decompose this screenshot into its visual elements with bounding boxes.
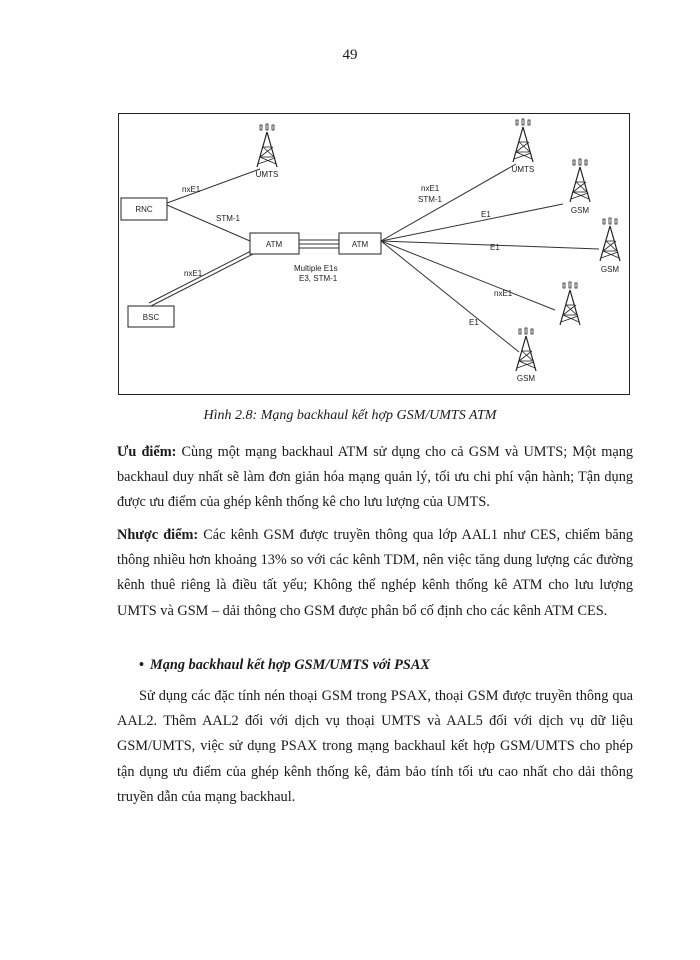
advantages-text: Cùng một mạng backhaul ATM sử dụng cho cả GSM và UMTS; Một mạng backhaul duy nhất sẽ làm đơn giản hóa mạng quản lý, tối ưu chi phí vận hành; Tận dụng được ưu điểm của ghép kênh thống kê cho lưu lượng của UMTS. [117, 444, 633, 511]
link-rnc-atm [167, 205, 250, 241]
link-label-atm-umts-2: STM-1 [418, 195, 442, 204]
network-diagram-figure [118, 113, 630, 395]
bsc-label: BSC [142, 313, 160, 322]
bullet-dot-icon: • [139, 657, 145, 673]
umts-right-tower-icon [513, 119, 533, 162]
link-label-atm-gsm-3: nxE1 [494, 289, 513, 298]
rnc-label: RNC [135, 205, 153, 214]
gsm-1-label: GSM [570, 206, 590, 215]
disadvantages-label: Nhược điểm: [117, 527, 199, 543]
disadvantages-text: Các kênh GSM được truyền thông qua lớp AAL1 như CES, chiếm băng thông nhiều hơn khoảng 13% so với các kênh TDM, nên việc tăng dung lượng các đường kênh thuê riêng là điều tất yếu; Không thể nghép kênh thống kê ATM cho lưu lượng UMTS và GSM – dải thông cho GSM được phân bổ cố định cho các kênh ATM CES. [117, 527, 633, 619]
umts-left-label: UMTS [255, 170, 279, 179]
figure-caption: Hình 2.8: Mạng backhaul kết hợp GSM/UMTS ATM [203, 408, 497, 423]
link-label-bsc-atm: nxE1 [184, 269, 203, 278]
psax-section-heading [139, 657, 430, 674]
link-atm-gsm-1 [381, 204, 563, 241]
gsm-2-label: GSM [600, 265, 620, 274]
umts-left-tower-icon [257, 124, 277, 167]
advantages-paragraph [117, 440, 633, 516]
link-atm-umts [381, 164, 516, 241]
gsm-1-tower-icon [570, 159, 590, 202]
gsm-4-tower-icon [516, 328, 536, 371]
page-number: 49 [342, 47, 358, 63]
link-rnc-umts [167, 169, 260, 203]
link-label-rnc-umts: nxE1 [182, 185, 201, 194]
link-label-atm-umts-1: nxE1 [421, 184, 440, 193]
link-bsc-atm-2 [151, 254, 253, 306]
disadvantages-paragraph [117, 523, 633, 624]
gsm-3-label: GSM [516, 374, 536, 383]
link-label-trunk-1: Multiple E1s [294, 264, 338, 273]
psax-heading-text: Mạng backhaul kết hợp GSM/UMTS với PSAX [150, 657, 430, 673]
link-label-trunk-2: E3, STM-1 [299, 274, 338, 283]
link-label-atm-gsm-4: E1 [469, 318, 479, 327]
link-atm-gsm-3 [381, 241, 555, 310]
link-label-rnc-atm: STM-1 [216, 214, 240, 223]
gsm-2-tower-icon [600, 218, 620, 261]
atm-left-label: ATM [265, 240, 283, 249]
atm-right-label: ATM [351, 240, 369, 249]
umts-right-label: UMTS [511, 165, 535, 174]
link-label-atm-gsm-1: E1 [481, 210, 491, 219]
advantages-label: Ưu điểm: [117, 444, 177, 460]
network-diagram [119, 114, 628, 393]
link-label-atm-gsm-2: E1 [490, 243, 500, 252]
gsm-3-tower-icon [560, 282, 580, 325]
psax-paragraph: Sử dụng các đặc tính nén thoại GSM trong PSAX, thoại GSM được truyền thông qua AAL2. Thêm AAL2 đối với dịch vụ thoại UMTS và AAL5 đối với dịch vụ dữ liệu GSM/UMTS, việc sử dụng PSAX trong mạng backhaul kết hợp GSM/UMTS cho phép tận dụng ưu điểm của ghép kênh thống kê, đảm bảo tính tối ưu cao nhất cho dải thông truyền dẫn của mạng backhaul. [117, 688, 633, 805]
